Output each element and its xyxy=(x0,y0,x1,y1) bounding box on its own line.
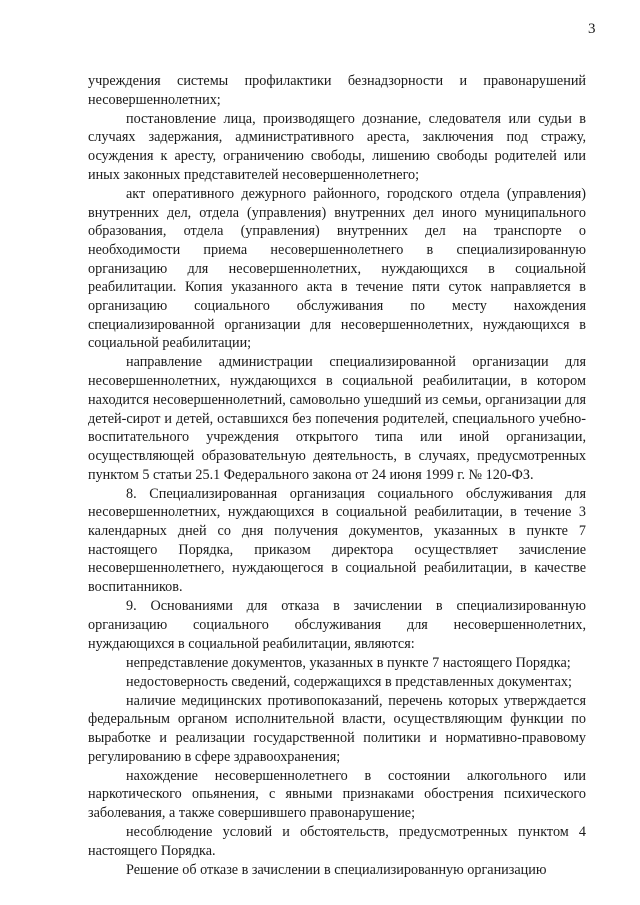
document-body xyxy=(88,72,586,880)
paragraph: нахождение несовершеннолетнего в состоянии алкогольного или наркотического опьянения, с явными признаками обострения психического заболевания, а также совершившего правонарушение; xyxy=(88,767,586,822)
paragraph: наличие медицинских противопоказаний, перечень которых утверждается федеральным органом исполнительной власти, осуществляющим функции по выработке и реализации государственной политики и нормативно-правовому регулированию в сфере здравоохранения; xyxy=(88,692,586,765)
paragraph: недостоверность сведений, содержащихся в представленных документах; xyxy=(126,673,572,690)
page-number: 3 xyxy=(588,21,596,37)
paragraph: несоблюдение условий и обстоятельств, предусмотренных пунктом 4 настоящего Порядка. xyxy=(88,824,586,859)
paragraph-item-9: 9. Основаниями для отказа в зачислении в специализированную организацию социального обслуживания для несовершеннолетних, нуждающихся в социальной реабилитации, являются: xyxy=(88,598,586,652)
paragraph-item-8: 8. Специализированная организация социального обслуживания для несовершеннолетних, нуждающихся в социальной реабилитации, в течение 3 календарных дней со дня получения документов, указанных в пункте 7 настоящего Порядка, приказом директора осуществляет зачисление несовершеннолетнего, нуждающегося в социальной реабилитации, в качестве воспитанников. xyxy=(88,485,586,596)
paragraph: постановление лица, производящего дознание, следователя или судьи в случаях задержания, административного ареста, заключения под стражу, осуждения к аресту, ограничению свободы, лишению свободы родителей или иных законных представителей несовершеннолетнего; xyxy=(88,110,586,183)
paragraph: направление администрации специализированной организации для несовершеннолетних, нуждающихся в социальной реабилитации, в котором находится несовершеннолетний, самовольно ушедший из семьи, организации для детей-сирот и детей, оставшихся без попечения родителей, специального учебно-воспитательного учреждения открытого типа или иной организации, осуществляющей образовательную деятельность, в случаях, предусмотренных пунктом 5 статьи 25.1 Федерального закона от 24 июня 1999 г. № 120-ФЗ. xyxy=(88,354,586,483)
paragraph: непредставление документов, указанных в пункте 7 настоящего Порядка; xyxy=(126,654,571,671)
paragraph: Решение об отказе в зачислении в специализированную организацию xyxy=(126,861,547,878)
paragraph: учреждения системы профилактики безнадзорности и правонарушений несовершеннолетних; xyxy=(88,73,586,108)
paragraph: акт оперативного дежурного районного, городского отдела (управления) внутренних дел, отдела (управления) внутренних дел иного муниципального образования, отдела (управления) внутренних дел на транспорте о необходимости приема несовершеннолетнего в специализированную организацию для несовершеннолетних, нуждающихся в социальной реабилитации. Копия указанного акта в течение пяти суток направляется в организацию социального обслуживания по месту нахождения специализированной организации для несовершеннолетних, нуждающихся в социальной реабилитации; xyxy=(88,185,586,352)
